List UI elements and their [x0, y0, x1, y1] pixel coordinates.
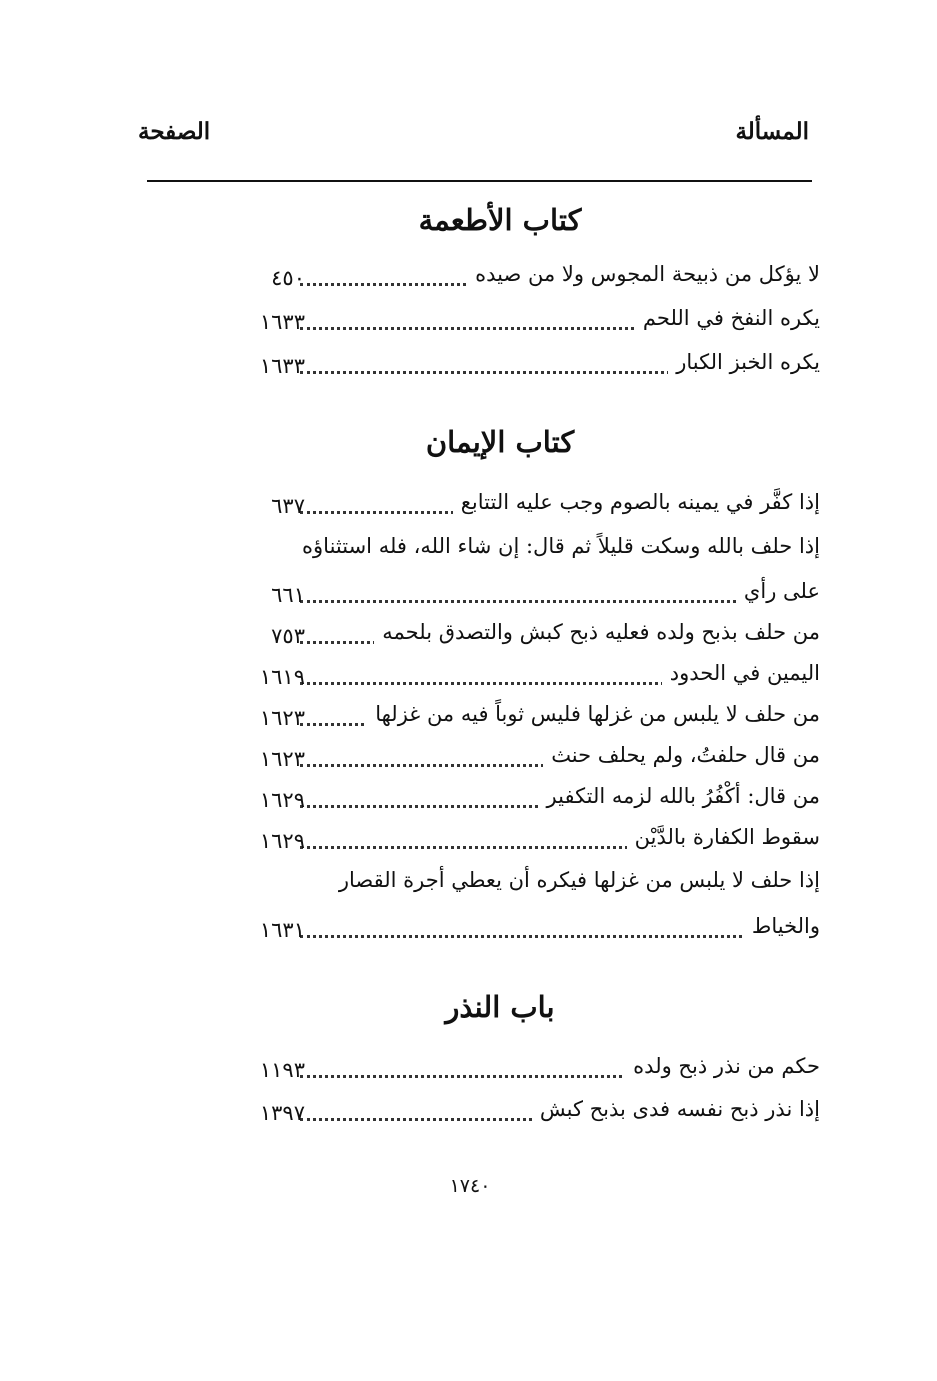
entry-text: يكره النفخ في اللحم [635, 306, 820, 330]
column-header-page: الصفحة [138, 118, 211, 145]
index-entry-continued [140, 530, 820, 570]
entry-page: ٤٥٠ [271, 266, 305, 290]
index-entry [140, 256, 820, 300]
entry-text: إذا حلف بالله وسكت قليلاً ثم قال: إن شاء الله، فله استثناؤه [302, 534, 820, 558]
index-entry [140, 908, 820, 952]
header-divider [147, 180, 812, 182]
entry-page: ١٦٢٣ [259, 706, 305, 730]
entry-text: حكم من نذر ذبح ولده [625, 1054, 820, 1078]
index-entry [140, 737, 820, 781]
entry-page: ١٦٣١ [259, 918, 305, 942]
entry-page: ٦٦١ [271, 583, 305, 607]
entry-page: ٧٥٣ [271, 624, 305, 648]
entry-text: إذا حلف لا يلبس من غزلها فيكره أن يعطي أجرة القصار [338, 868, 820, 892]
section-title: باب النذر [445, 990, 555, 1024]
section-title: كتاب الإيمان [425, 425, 575, 459]
entry-text: من حلف لا يلبس من غزلها فليس ثوباً فيه من غزلها [367, 702, 820, 726]
entry-text: سقوط الكفارة بالدَّيْن [627, 825, 820, 849]
entry-page: ١٦٣٣ [259, 310, 305, 334]
entry-page: ١٣٩٧ [259, 1101, 305, 1125]
entry-page: ١٦٢٩ [259, 788, 305, 812]
page-number: ١٧٤٠ [449, 1175, 491, 1197]
leader-dots [300, 935, 820, 938]
index-entry [140, 1091, 820, 1135]
index-entry [140, 696, 820, 740]
entry-page: ١٦٣٣ [259, 354, 305, 378]
entry-text: على رأي [736, 579, 820, 603]
entry-text: إذا كفَّر في يمينه بالصوم وجب عليه التتابع [453, 490, 820, 514]
entry-page: ١٦١٩ [259, 665, 305, 689]
entry-page: ١٦٢٩ [259, 829, 305, 853]
index-entry [140, 300, 820, 344]
index-entry [140, 573, 820, 617]
entry-text: من حلف بذبح ولده فعليه ذبح كبش والتصدق بلحمه [374, 620, 820, 644]
entry-text: لا يؤكل من ذبيحة المجوس ولا من صيده [467, 262, 820, 286]
entry-text: من قال: أكْفُرُ بالله لزمه التكفير [539, 784, 820, 808]
index-entry [140, 1048, 820, 1092]
section-title: كتاب الأطعمة [418, 203, 582, 237]
entry-text: والخياط [744, 914, 820, 938]
entry-text: اليمين في الحدود [662, 661, 820, 685]
index-entry-continued [140, 864, 820, 904]
entry-text: من قال حلفتُ، ولم يحلف حنث [543, 743, 820, 767]
entry-page: ١٦٢٣ [259, 747, 305, 771]
entry-text: يكره الخبز الكبار [668, 350, 820, 374]
index-entry [140, 484, 820, 528]
index-entry [140, 778, 820, 822]
index-entry [140, 655, 820, 699]
entry-text: إذا نذر ذبح نفسه فدى بذبح كبش [532, 1097, 820, 1121]
index-entry [140, 614, 820, 658]
index-entry [140, 819, 820, 863]
column-header-issue: المسألة [735, 118, 809, 145]
entry-page: ٦٣٧ [271, 494, 305, 518]
entry-page: ١١٩٣ [259, 1058, 305, 1082]
index-entry [140, 344, 820, 388]
